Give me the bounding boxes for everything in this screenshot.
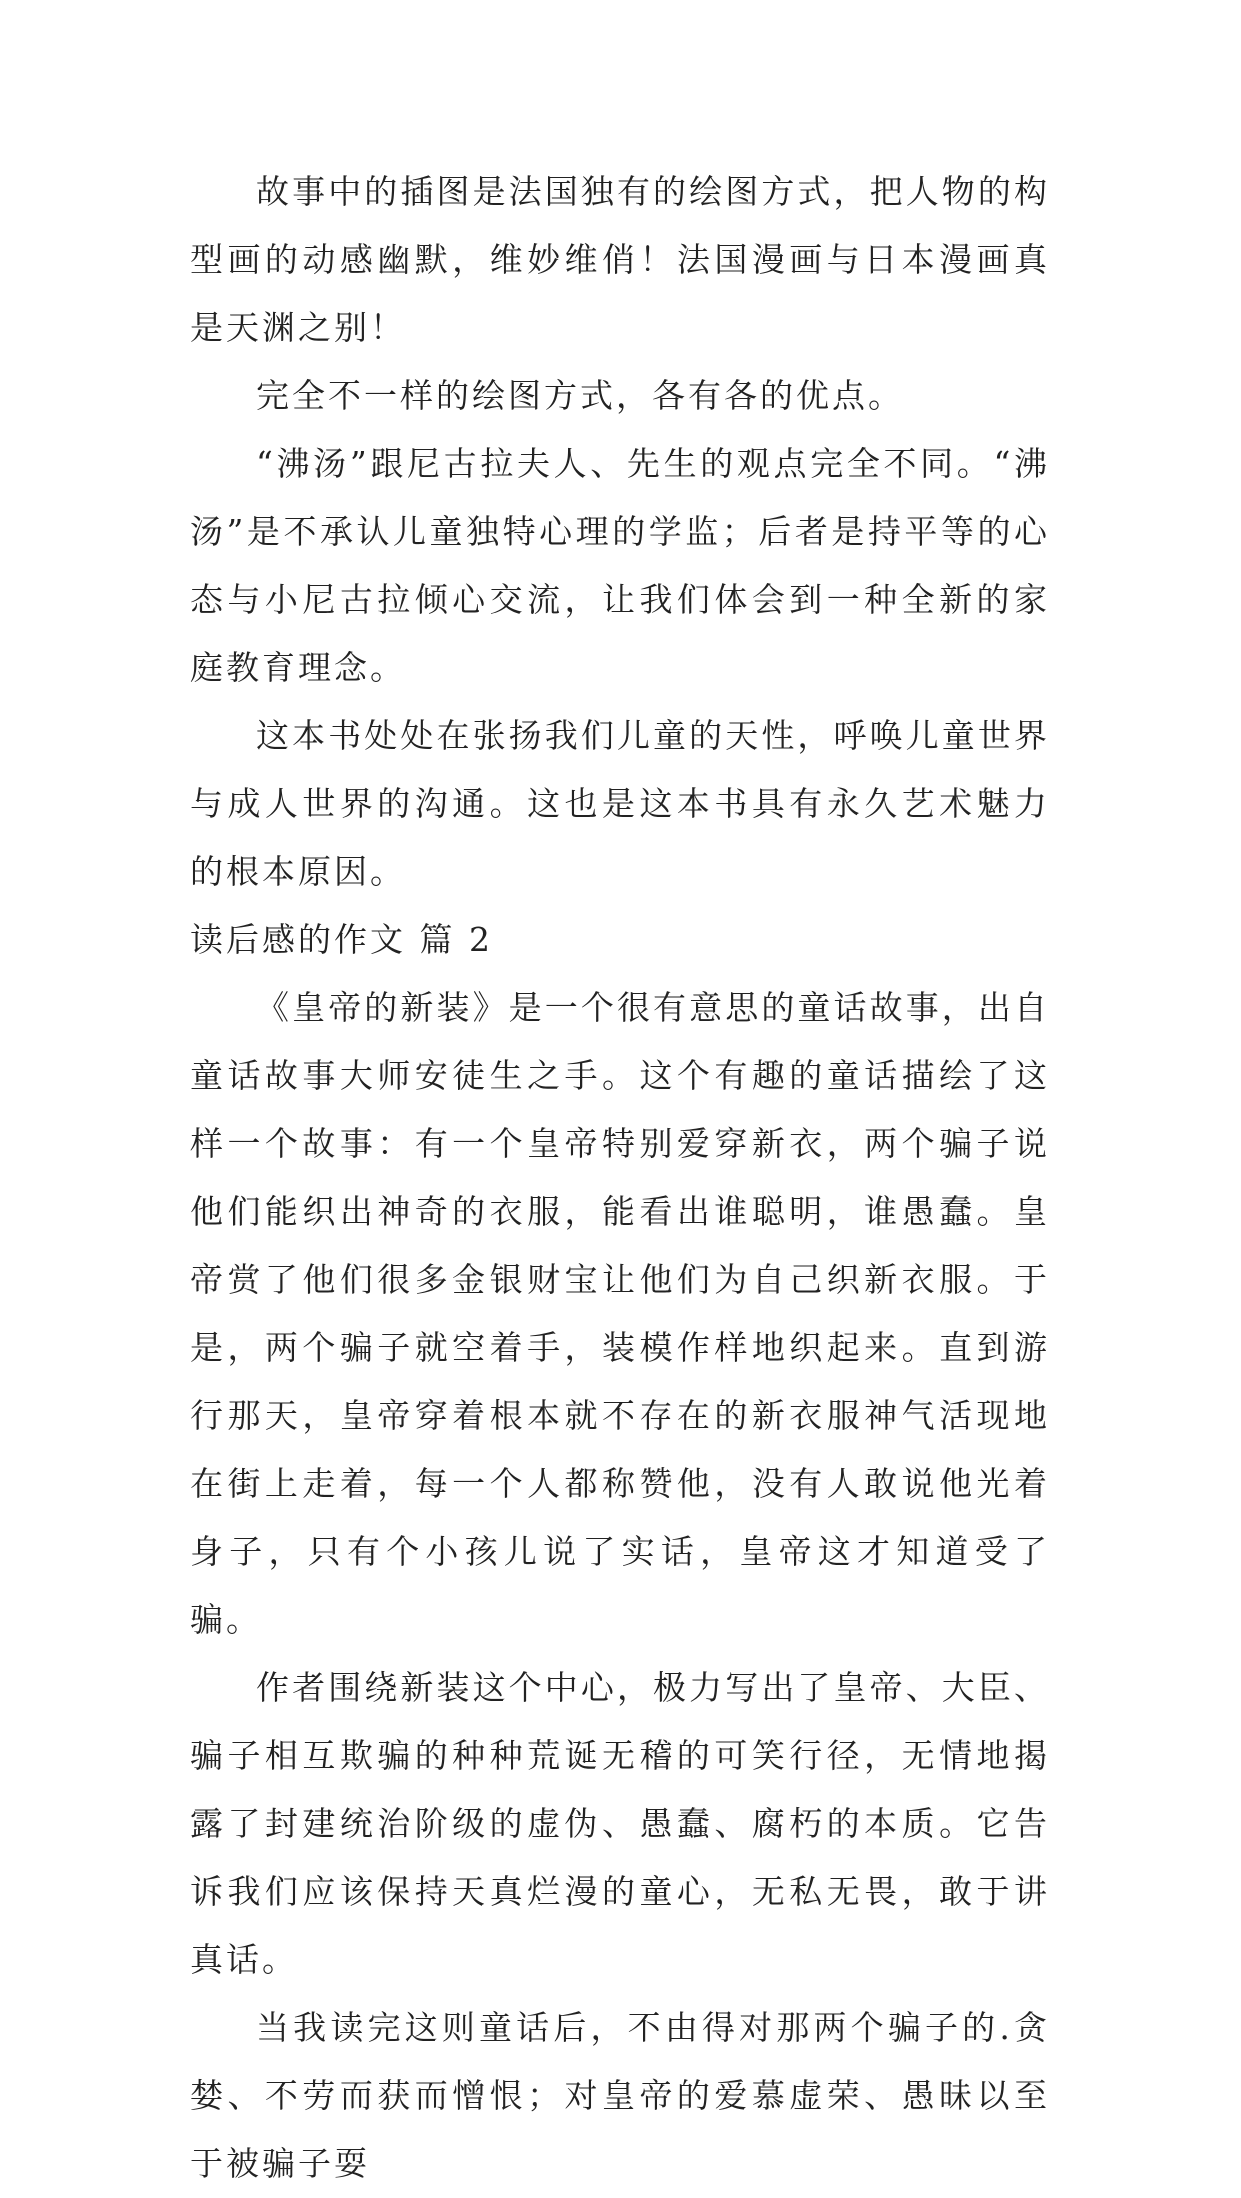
paragraph-drawing-style: 完全不一样的绘图方式，各有各的优点。: [256, 376, 904, 415]
document-body: [190, 158, 1050, 2198]
paragraph-author-theme: 作者围绕新装这个中心，极力写出了皇帝、大臣、骗子相互欺骗的种种荒诞无稽的可笑行径，无情地揭露了封建统治阶级的虚伪、愚蠢、腐朽的本质。它告诉我们应该保持天真烂漫的童心，无私无畏，敢于讲真话。: [190, 1668, 1050, 1979]
paragraph-reader-reaction: 当我读完这则童话后，不由得对那两个骗子的.贪婪、不劳而获而憎恨；对皇帝的爱慕虚荣、愚昧以至于被骗子耍: [190, 2008, 1050, 2183]
section-heading: 读后感的作文 篇 2: [190, 920, 493, 959]
paragraph-illustration: 故事中的插图是法国独有的绘图方式，把人物的构型画的动感幽默，维妙维俏！法国漫画与日本漫画真是天渊之别！: [190, 172, 1050, 347]
paragraph-futang: “沸汤”跟尼古拉夫人、先生的观点完全不同。“沸汤”是不承认儿童独特心理的学监；后者是持平等的心态与小尼古拉倾心交流，让我们体会到一种全新的家庭教育理念。: [190, 444, 1050, 687]
paragraph-emperor-story: 《皇帝的新装》是一个很有意思的童话故事，出自童话故事大师安徒生之手。这个有趣的童话描绘了这样一个故事：有一个皇帝特别爱穿新衣，两个骗子说他们能织出神奇的衣服，能看出谁聪明，谁愚蠢。皇帝赏了他们很多金银财宝让他们为自己织新衣服。于是，两个骗子就空着手，装模作样地织起来。直到游行那天，皇帝穿着根本就不存在的新衣服神气活现地在街上走着，每一个人都称赞他，没有人敢说他光着身子，只有个小孩儿说了实话，皇帝这才知道受了骗。: [190, 988, 1050, 1639]
paragraph-book-charm: 这本书处处在张扬我们儿童的天性，呼唤儿童世界与成人世界的沟通。这也是这本书具有永久艺术魅力的根本原因。: [190, 716, 1050, 891]
